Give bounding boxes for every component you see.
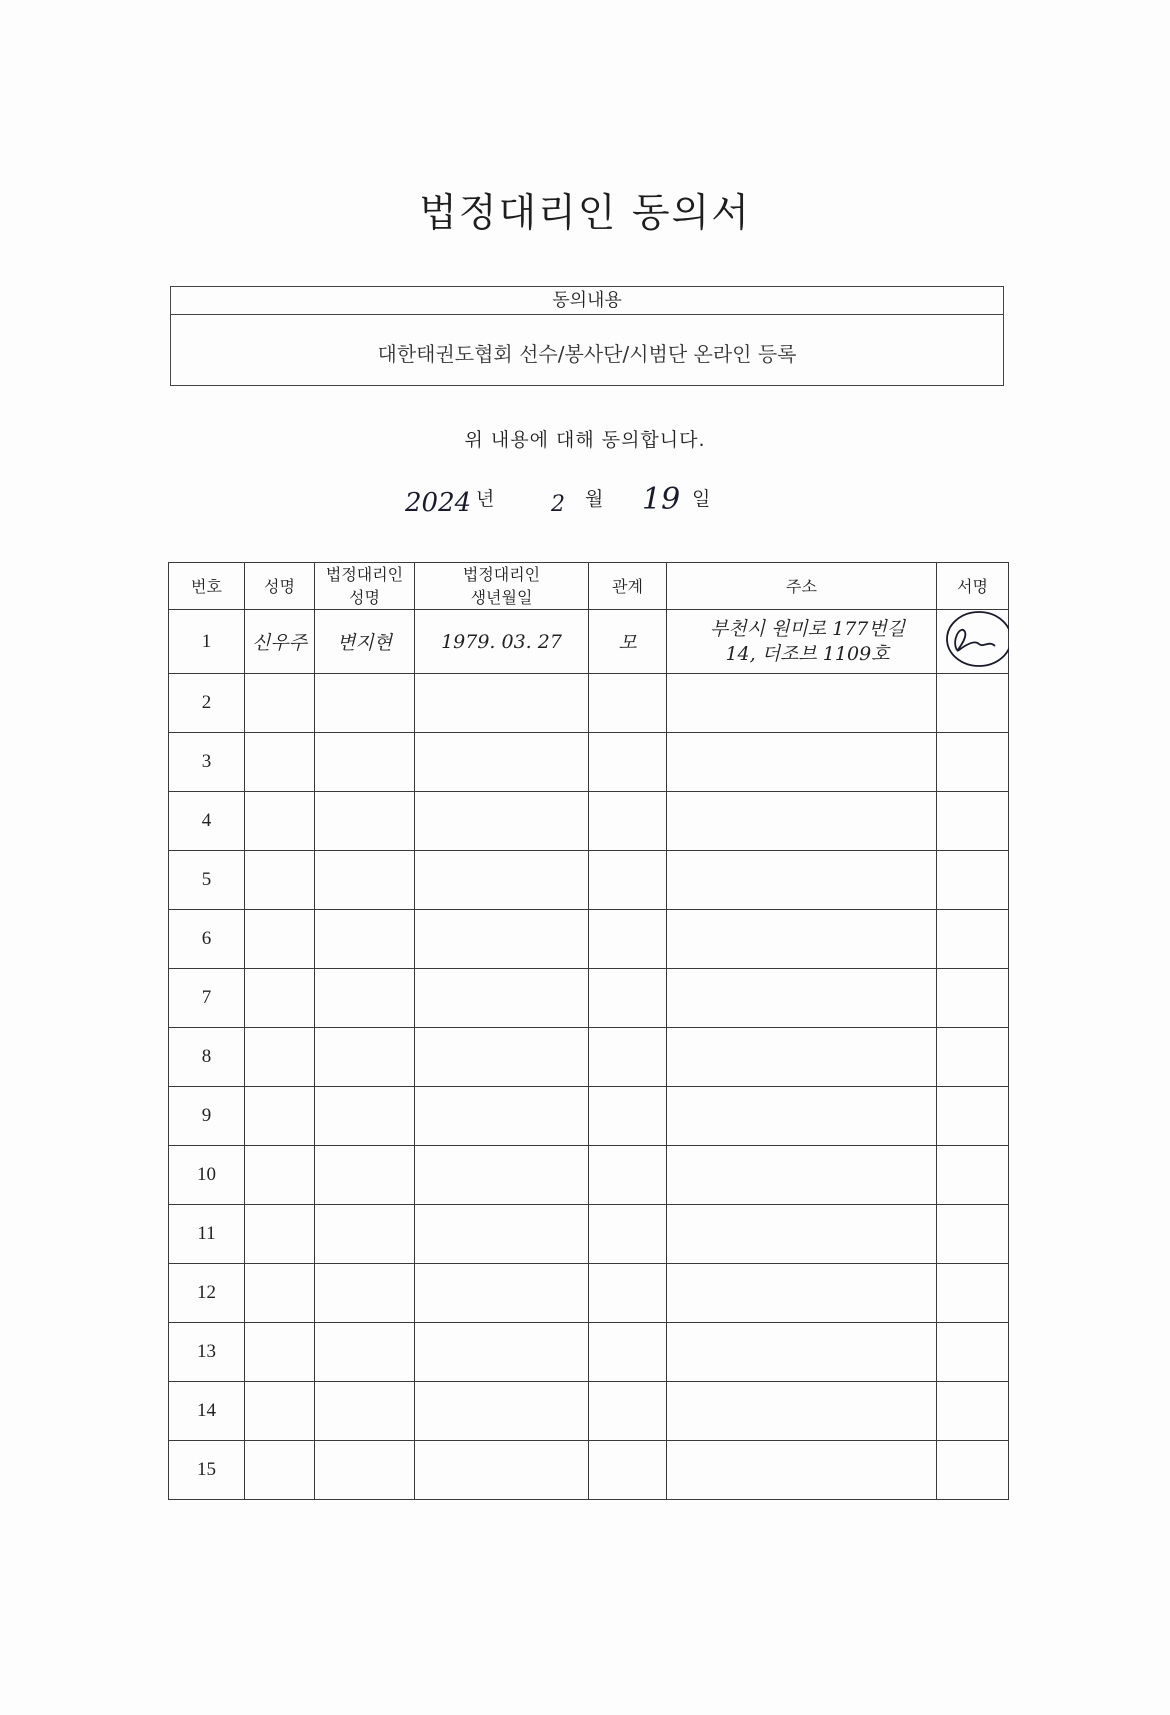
date-year: 2024 — [405, 488, 472, 518]
guardian-name — [315, 851, 415, 910]
table-row — [169, 1264, 1009, 1323]
header-guardian-name-line1: 법정대리인 — [325, 565, 404, 584]
guardian-dob — [415, 1087, 589, 1146]
relation — [589, 733, 667, 792]
signature-cell — [937, 969, 1009, 1028]
guardian-name — [315, 733, 415, 792]
address — [667, 674, 937, 733]
guardian-dob — [415, 969, 589, 1028]
relation — [589, 792, 667, 851]
page-title: 법정대리인 동의서 — [419, 191, 751, 236]
header-relation: 관계 — [589, 563, 667, 610]
table-row — [169, 792, 1009, 851]
student-name — [245, 1205, 315, 1264]
relation — [589, 1382, 667, 1441]
relation — [589, 969, 667, 1028]
student-name — [245, 1441, 315, 1500]
student-name — [245, 969, 315, 1028]
header-guardian-dob-line1: 법정대리인 — [462, 565, 541, 584]
signature-cell — [937, 1382, 1009, 1441]
table-row — [169, 969, 1009, 1028]
student-name — [245, 674, 315, 733]
row-number: 12 — [169, 1264, 245, 1323]
relation — [589, 1146, 667, 1205]
guardian-name — [315, 1028, 415, 1087]
guardian-dob — [415, 1441, 589, 1500]
guardian-name — [315, 1323, 415, 1382]
row-number: 9 — [169, 1087, 245, 1146]
row-number: 3 — [169, 733, 245, 792]
student-name — [245, 1323, 315, 1382]
table-row — [169, 1323, 1009, 1382]
relation: 모 — [589, 610, 667, 674]
table-row — [169, 610, 1009, 674]
address — [667, 851, 937, 910]
date-day-label: 일 — [692, 488, 711, 510]
consent-header: 동의내용 — [171, 287, 1003, 315]
table-row — [169, 1087, 1009, 1146]
guardian-dob — [415, 1146, 589, 1205]
address — [667, 969, 937, 1028]
address — [667, 733, 937, 792]
date-day: 19 — [642, 482, 681, 517]
header-guardian-name — [315, 563, 415, 610]
guardian-dob: 1979. 03. 27 — [415, 610, 589, 674]
guardian-dob — [415, 733, 589, 792]
row-number: 10 — [169, 1146, 245, 1205]
relation — [589, 1264, 667, 1323]
relation — [589, 851, 667, 910]
header-signature: 서명 — [937, 563, 1009, 610]
guardian-dob — [415, 1323, 589, 1382]
header-name: 성명 — [245, 563, 315, 610]
table-row — [169, 1382, 1009, 1441]
address — [667, 910, 937, 969]
student-name: 신우주 — [245, 610, 315, 674]
signature-cell — [937, 733, 1009, 792]
signature-cell — [937, 1087, 1009, 1146]
student-name — [245, 1382, 315, 1441]
handwritten-signature — [937, 610, 1009, 668]
guardian-name — [315, 910, 415, 969]
table-header-row — [169, 563, 1009, 610]
student-name — [245, 1146, 315, 1205]
address — [667, 1087, 937, 1146]
relation — [589, 674, 667, 733]
consent-content-box — [170, 286, 1004, 386]
signature-cell — [937, 674, 1009, 733]
address — [667, 1441, 937, 1500]
guardian-name — [315, 1441, 415, 1500]
row-number: 5 — [169, 851, 245, 910]
table-row — [169, 1146, 1009, 1205]
guardian-registration-table — [168, 562, 1009, 1500]
header-number: 번호 — [169, 563, 245, 610]
student-name — [245, 851, 315, 910]
empty-rows — [169, 674, 1009, 1500]
relation — [589, 1087, 667, 1146]
signature-cell — [937, 1264, 1009, 1323]
consent-content: 대한태권도협회 선수/봉사단/시범단 온라인 등록 — [377, 342, 797, 366]
signature-cell — [937, 1323, 1009, 1382]
date-line — [0, 482, 1170, 532]
header-guardian-name-line2: 성명 — [349, 588, 380, 607]
address — [667, 1323, 937, 1382]
row-number: 13 — [169, 1323, 245, 1382]
table-row — [169, 1205, 1009, 1264]
relation — [589, 1028, 667, 1087]
guardian-name — [315, 1087, 415, 1146]
table-row — [169, 1028, 1009, 1087]
header-guardian-dob-line2: 생년월일 — [470, 588, 533, 607]
address — [667, 1264, 937, 1323]
date-year-label: 년 — [476, 488, 495, 510]
guardian-dob — [415, 1028, 589, 1087]
student-name — [245, 733, 315, 792]
guardian-name — [315, 674, 415, 733]
signature-cell — [937, 1028, 1009, 1087]
student-name — [245, 910, 315, 969]
header-guardian-dob — [415, 563, 589, 610]
row-number: 6 — [169, 910, 245, 969]
row-number: 7 — [169, 969, 245, 1028]
address — [667, 1146, 937, 1205]
row-number: 8 — [169, 1028, 245, 1087]
relation — [589, 1205, 667, 1264]
address — [667, 792, 937, 851]
relation — [589, 1441, 667, 1500]
signature-cell — [937, 610, 1009, 674]
signature-cell — [937, 910, 1009, 969]
agreement-statement: 위 내용에 대해 동의합니다. — [464, 429, 706, 451]
guardian-name — [315, 1264, 415, 1323]
student-name — [245, 1264, 315, 1323]
signature-cell — [937, 851, 1009, 910]
guardian-dob — [415, 792, 589, 851]
guardian-name — [315, 1205, 415, 1264]
address-line1: 부천시 원미로 177번길 — [709, 617, 906, 640]
address — [667, 1382, 937, 1441]
guardian-dob — [415, 674, 589, 733]
guardian-name — [315, 1382, 415, 1441]
header-address: 주소 — [667, 563, 937, 610]
date-month: 2 — [551, 492, 565, 517]
guardian-dob — [415, 1205, 589, 1264]
relation — [589, 910, 667, 969]
table-row — [169, 733, 1009, 792]
row-number: 11 — [169, 1205, 245, 1264]
student-name — [245, 1087, 315, 1146]
table-row — [169, 674, 1009, 733]
guardian-name: 변지현 — [315, 610, 415, 674]
row-number: 1 — [169, 610, 245, 674]
student-name — [245, 792, 315, 851]
guardian-name — [315, 792, 415, 851]
address — [667, 610, 937, 674]
relation — [589, 1323, 667, 1382]
table-row — [169, 910, 1009, 969]
guardian-name — [315, 1146, 415, 1205]
signature-cell — [937, 792, 1009, 851]
guardian-dob — [415, 1382, 589, 1441]
address — [667, 1205, 937, 1264]
signature-cell — [937, 1205, 1009, 1264]
row-number: 14 — [169, 1382, 245, 1441]
guardian-name — [315, 969, 415, 1028]
row-number: 4 — [169, 792, 245, 851]
table-row — [169, 851, 1009, 910]
row-number: 15 — [169, 1441, 245, 1500]
guardian-dob — [415, 910, 589, 969]
row-number: 2 — [169, 674, 245, 733]
date-month-label: 월 — [585, 488, 604, 510]
address — [667, 1028, 937, 1087]
guardian-dob — [415, 851, 589, 910]
signature-cell — [937, 1441, 1009, 1500]
signature-cell — [937, 1146, 1009, 1205]
student-name — [245, 1028, 315, 1087]
guardian-dob — [415, 1264, 589, 1323]
table-row — [169, 1441, 1009, 1500]
address-line2: 14, 더조브 1109호 — [725, 642, 890, 665]
